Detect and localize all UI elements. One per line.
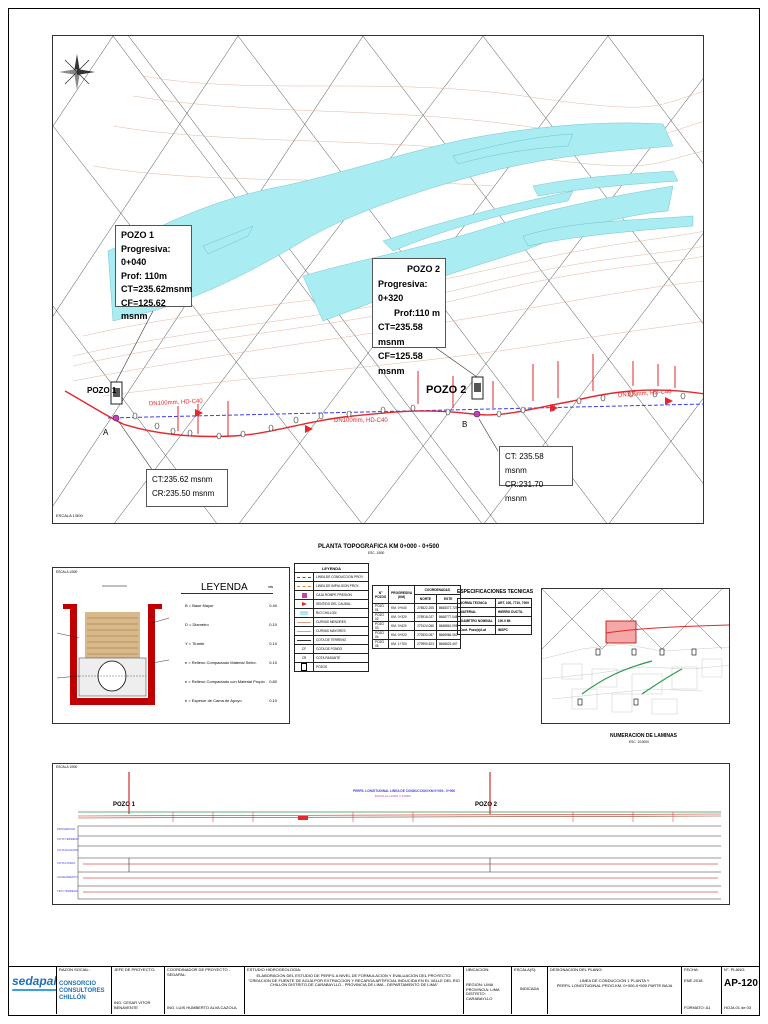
cell: 8668623.407 <box>436 640 460 649</box>
tb-label: RAZON SOCIAL: <box>59 967 90 972</box>
coord-header: PROGRESIVA (KM) <box>389 586 415 604</box>
cell: Cant. Pozo(s)/Lat <box>458 626 496 635</box>
coord-header: N° POZOS <box>373 586 389 604</box>
cell: POZO 03 <box>373 622 389 631</box>
row-value: 0.80 <box>269 679 277 684</box>
cell: POZO 02 <box>373 613 389 622</box>
tb-label: FECHA: <box>684 967 699 972</box>
tb-consorcio: CONSORCIO <box>59 980 97 987</box>
cell: KM. 0+040 <box>389 604 415 613</box>
tb-value: PERFIL LONGITUDINAL PROG.KM. 0+000-0+500 PARTE BAJA <box>556 982 673 988</box>
trench-section <box>57 578 172 718</box>
ct-b-callout <box>499 446 573 503</box>
north-arrow-icon <box>59 54 95 90</box>
tb-razon <box>56 966 111 1014</box>
pozo-1-progresiva: Progresiva: 0+040 <box>121 243 171 267</box>
legend-item: CAJA ROMPE PRESION <box>314 591 369 600</box>
pozo-1-cf: CF=125.62 msnm <box>121 297 166 321</box>
pozo-2-title: POZO 2 <box>406 264 440 274</box>
table-row <box>458 599 532 608</box>
legend-title: LEYENDA <box>295 564 369 573</box>
cell: POZO 05 <box>373 640 389 649</box>
pozo-1-ct: CT=235.62msnm <box>121 284 193 294</box>
cell: 8668966.062 <box>436 631 460 640</box>
tb-value: FORMATO: A1 <box>684 1005 711 1011</box>
row-label: e = Relleno Compactado con Material Propio <box>185 679 265 684</box>
row-value: 0.10 <box>269 641 277 646</box>
legend-item: RIO CHILLON <box>314 609 369 618</box>
cell: 278918.027 <box>415 613 437 622</box>
profile-title: PERFIL LONGITUDINAL LINEA DE CONDUCCION KM 0+000 - 0+500 <box>353 789 456 793</box>
tb-value: PROVINCIA: LIMA <box>466 986 500 992</box>
legend-item: COTA RASANTE <box>314 654 369 663</box>
pozo-2-callout <box>372 258 446 376</box>
tb-hoja: HOJA 01 de 03 <box>724 1005 752 1011</box>
tb-value: ELABORACION DEL ESTUDIO DE PERFIL A NIVEL DE FORMULACION Y EVALUACION DEL PROYECTO: "CREACION DE FUENTE DE AGUA POR EXTRACCION Y RECARGA ARTIFICIAL INDUCIDA EN EL VALLE DEL RIO CHILLON DISTRITO DE CARABAYLLO - PROVINCIA DE LIMA - DEPARTAMENTO DE LIMA" <box>248 972 460 988</box>
profile-drawing <box>53 764 730 905</box>
section-detail <box>52 567 290 724</box>
pozo-2-progresiva: Progresiva: 0+320 <box>378 278 428 303</box>
pipe-label-1: DN100mm, HD-C40 <box>148 398 203 408</box>
tb-label: ESCALA(S): <box>514 967 537 972</box>
tb-plano <box>721 966 760 1014</box>
table-row <box>458 608 532 617</box>
point-b-label: B <box>462 420 468 429</box>
row-label: B = Base Mayor <box>185 603 214 608</box>
tb-value: DISTRITO: CARABAYLLO <box>466 991 493 1002</box>
section-unit-header: mts <box>268 585 274 589</box>
coord-header: NORTE <box>415 595 437 604</box>
legend-row <box>295 573 369 582</box>
section-scale: ESCALA 1/500 <box>56 570 78 574</box>
point-a-label: A <box>103 428 109 437</box>
pozo-2-prof: Prof:110 m <box>393 307 440 318</box>
legend-row <box>295 609 369 618</box>
cell: 8668777.048 <box>436 613 460 622</box>
specs-table <box>457 598 532 635</box>
section-row <box>185 642 281 647</box>
cell: 278522.205 <box>415 604 437 613</box>
row-label: Y = Tirante <box>185 641 205 646</box>
section-row <box>185 661 281 666</box>
brand-name: sedapal <box>12 974 57 988</box>
row-value: 0.10 <box>269 622 277 627</box>
tb-label: DESIGNACION DEL PLANO: <box>550 967 603 972</box>
cell: POZO 01 <box>373 604 389 613</box>
tb-value: ING. LUIS HUMBERTO ALVA CAZOLA <box>167 1005 237 1011</box>
section-row <box>185 680 281 685</box>
key-map <box>541 588 730 724</box>
cell: IMSPC <box>495 626 531 635</box>
tb-value: INDICADA <box>519 985 540 991</box>
legend-item: LINEA DE IMPULSION PROY. <box>314 582 369 591</box>
tb-ubicacion <box>463 966 511 1014</box>
pipe-label-2: DN100mm, HD-C40 <box>334 418 388 424</box>
pozo-1-title: POZO 1 <box>121 230 155 240</box>
cell: 279333.057 <box>415 631 437 640</box>
section-row <box>185 623 281 628</box>
profile-row-label: COTA FONDO <box>57 861 76 865</box>
row-label: e = Relleno Compactado Material Selec. <box>185 660 257 665</box>
legend-row <box>295 645 369 654</box>
legend-row <box>295 654 369 663</box>
legend-item: COTA DE TERRENO <box>314 636 369 645</box>
ct-a-callout <box>146 469 228 507</box>
tb-label: UBICACION: <box>466 967 490 972</box>
row-label: e = Espesor de Cama de Apoyo <box>185 698 242 703</box>
legend-table <box>294 563 369 672</box>
key-map-drawing <box>542 589 730 724</box>
legend-row <box>295 582 369 591</box>
legend-row <box>295 627 369 636</box>
table-row <box>373 631 461 640</box>
legend-item: POZOS <box>314 663 369 672</box>
tb-label: COORDINADOR DE PROYECTO - SEDAPAL: <box>167 967 231 977</box>
legend-item: CURVAS MENORES <box>314 618 369 627</box>
coord-group-header: COORDENADAS <box>415 586 460 595</box>
legend-row <box>295 636 369 645</box>
tb-value: ING. CESAR VITOR BENAVENTE <box>114 1000 151 1011</box>
plan-view <box>52 35 704 524</box>
key-map-title: NUMERACION DE LAMINAS <box>610 733 677 739</box>
legend-row <box>295 663 369 672</box>
section-row <box>185 604 281 609</box>
pozo-2-symbol <box>472 377 483 417</box>
tb-fecha <box>681 966 721 1014</box>
pozo-1-prof: Prof: 110m <box>121 270 168 281</box>
tb-label: JEFE DE PROYECTO: <box>114 967 156 972</box>
legend-row <box>295 618 369 627</box>
cell: NORMA TECNICA <box>458 599 496 608</box>
profile-pozo2: POZO 2 <box>475 802 498 808</box>
tb-coord <box>164 966 244 1014</box>
plan-scale: ESCALA 1/500 <box>56 513 83 518</box>
ct-a-ct: CT:235.62 msnm <box>152 475 213 484</box>
pozo-2-ct: CT=235.58 msnm <box>378 322 423 347</box>
coord-header: ESTE <box>436 595 460 604</box>
tb-estudio <box>244 966 463 1014</box>
ct-b-cr: CR:231.70 msnm <box>505 480 544 503</box>
pozo-1-label: POZO 1 <box>87 386 117 395</box>
plan-title: PLANTA TOPOGRAFICA KM 0+000 - 0+500 <box>318 544 440 550</box>
legend-row <box>295 600 369 609</box>
table-row <box>373 604 461 613</box>
profile-row-label: PROGRESIVA <box>57 827 76 831</box>
profile-view <box>52 763 730 905</box>
pozo-1-callout <box>115 225 193 321</box>
profile-row-label: TIPO TERRENO <box>57 889 78 893</box>
legend-item: LINEA DE CONDUCCION PROY. <box>314 573 369 582</box>
pipe-label-3: DN100mm, HD-C40 <box>617 389 672 399</box>
tb-plano-number: AP-120 <box>724 977 758 989</box>
cell: KM. 0+620 <box>389 622 415 631</box>
legend-symbol: CR <box>295 654 314 663</box>
key-map-subtitle: ESC. 1/10000 <box>629 740 649 744</box>
profile-row-label: COTA TERRENO <box>57 837 79 841</box>
cell: HIERRO DUCTIL <box>495 608 531 617</box>
tb-value: REGION: LIMA <box>466 981 494 987</box>
table-row <box>458 626 532 635</box>
row-label: D = Diametro <box>185 622 209 627</box>
profile-row-label: COTA RASANTE <box>57 848 79 852</box>
tb-designacion <box>547 966 681 1014</box>
pozo-2-label: POZO 2 <box>426 384 467 396</box>
brand-logo <box>12 974 57 991</box>
table-row <box>458 617 532 626</box>
profile-subtitle: ESCALA H:1/500 V:1/5000 <box>375 794 411 798</box>
cell: MATERIAL <box>458 608 496 617</box>
legend-item: SENTIDO DEL CAUDAL <box>314 600 369 609</box>
cell: KM. 1+700 <box>389 640 415 649</box>
leyenda-box <box>181 582 281 715</box>
table-row <box>373 640 461 649</box>
legend-item: COTA DE FONDO <box>314 645 369 654</box>
specs-title: ESPECIFICACIONES TECNICAS <box>457 589 534 595</box>
table-row <box>373 613 461 622</box>
legend-row <box>295 591 369 600</box>
tb-escala <box>511 966 547 1014</box>
cell: 8668861.098 <box>436 622 460 631</box>
legend-symbol: CF <box>295 645 314 654</box>
pozo-2-cf: CF=125.58 msnm <box>378 351 423 376</box>
coordinates-table <box>372 585 461 649</box>
plan-subtitle: ESC. 1/500 <box>368 551 385 555</box>
cell: POZO 04 <box>373 631 389 640</box>
tb-label: ESTUDIO HIDROGEOLOGIA: <box>247 967 302 972</box>
row-value: 0.10 <box>269 660 277 665</box>
tb-label: N°. PLANO: <box>724 967 746 972</box>
tb-jefe <box>111 966 164 1014</box>
ct-a-cr: CR:235.50 msnm <box>152 489 215 498</box>
row-value: 0.40 <box>269 603 277 608</box>
cell: KM. 0+320 <box>389 613 415 622</box>
profile-pozo1: POZO 1 <box>113 802 136 808</box>
profile-row-label: ALINEAMIENTO <box>57 875 78 879</box>
row-value: 0.10 <box>269 698 277 703</box>
ct-b-ct: CT: 235.58 msnm <box>505 452 544 475</box>
profile-scale: ESCALA 1/500 <box>56 765 78 769</box>
cell: 8668377.729 <box>436 604 460 613</box>
tb-value: LINEA DE CONDUCCION 1 PLANTA Y <box>579 977 650 983</box>
cell: 100.0 Mt <box>495 617 531 626</box>
tb-consultores: CONSULTORES CHILLÓN <box>59 987 105 1002</box>
section-row <box>185 699 281 704</box>
cell: DIAMETRO NOMINAL <box>458 617 496 626</box>
cell: 279990.623 <box>415 640 437 649</box>
tb-value: ENE-2018 <box>684 977 703 983</box>
cell: 279124.065 <box>415 622 437 631</box>
legend-item: CURVAS MAYORES <box>314 627 369 636</box>
table-row <box>373 622 461 631</box>
cell: ART. 100, 7710, 7009 <box>495 599 531 608</box>
section-leyenda-title: LEYENDA <box>181 582 273 594</box>
cell: KM. 0+920 <box>389 631 415 640</box>
